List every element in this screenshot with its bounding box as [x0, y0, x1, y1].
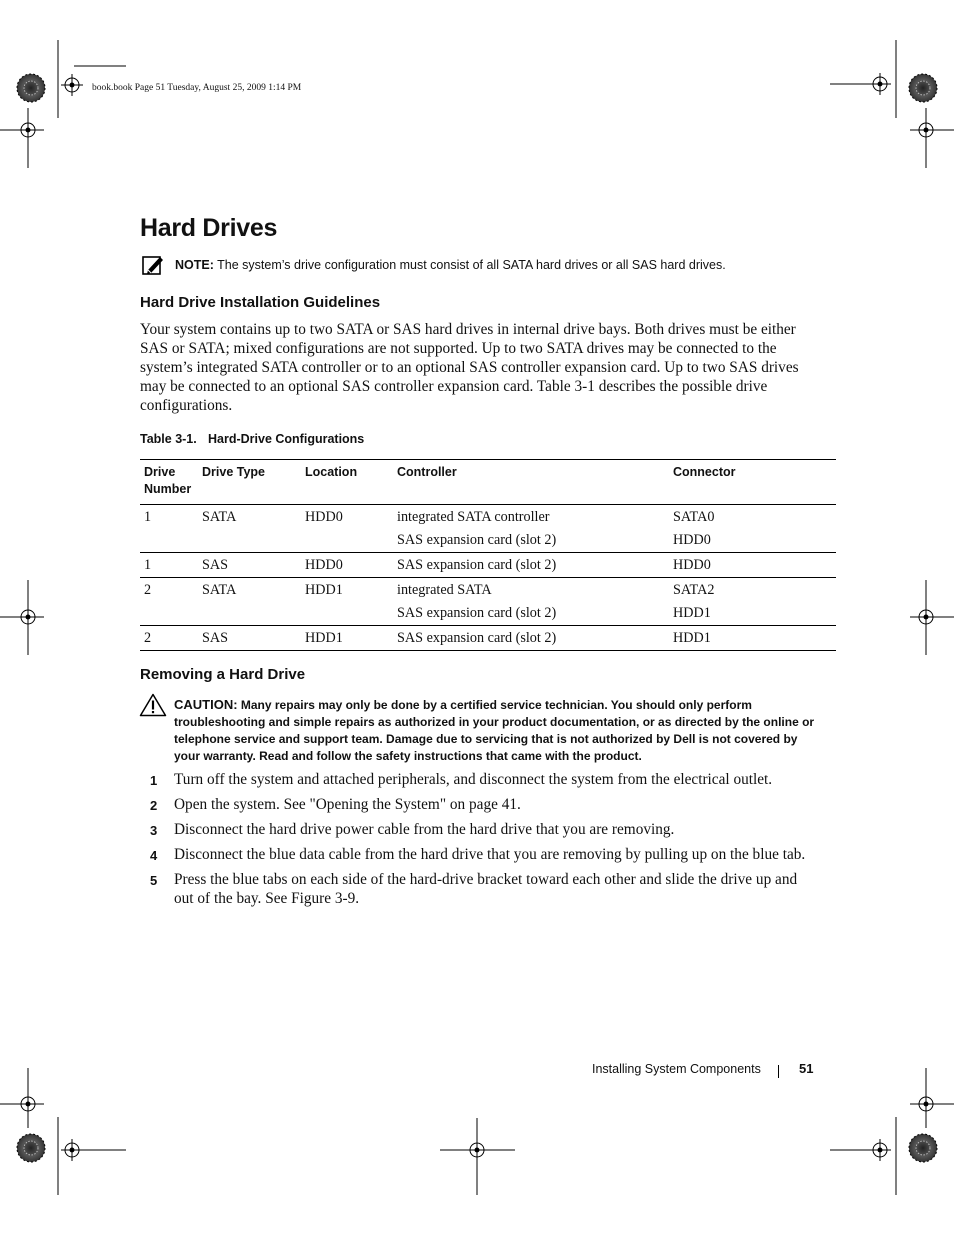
removal-steps — [140, 770, 820, 908]
cell-controller: SAS expansion card (slot 2) — [393, 626, 669, 651]
controller-line: integrated SATA — [397, 582, 492, 598]
step-number: 5 — [150, 873, 158, 888]
cell-drive-number: 2 — [140, 578, 198, 626]
table-row — [140, 578, 836, 626]
note-label: NOTE: — [175, 258, 214, 272]
cell-controller: SAS expansion card (slot 2) — [393, 553, 669, 578]
controller-line: integrated SATA controller — [397, 509, 550, 525]
footer-divider — [778, 1065, 779, 1078]
step-text: Press the blue tabs on each side of the hard-drive bracket toward each other and slide the drive up and out of the bay. See Figure 3-9. — [174, 871, 798, 907]
step-item — [140, 820, 820, 839]
col-header-controller: Controller — [393, 460, 669, 505]
col-header-drive-number: Drive Number — [140, 460, 198, 505]
footer-chapter-title: Installing System Components — [592, 1062, 761, 1076]
table-header-row — [140, 460, 836, 505]
step-text: Open the system. See "Opening the System" on page 41. — [174, 796, 521, 813]
note-text: The system’s drive configuration must consist of all SATA hard drives or all SAS hard drives. — [213, 258, 726, 272]
caution-text: Many repairs may only be done by a certified service technician. You should only perform troubleshooting and simple repairs as authorized in your product documentation, or as directed by the online or telephone service and support team. Damage due to servicing that is not authorized by Dell is not covered by your warranty. Read and follow the safety instructions that came with the product. — [174, 698, 815, 763]
drive-config-table — [140, 459, 836, 651]
cell-drive-number: 1 — [140, 505, 198, 553]
step-item — [140, 845, 820, 864]
step-number: 4 — [150, 848, 158, 863]
caution-label: CAUTION: — [174, 697, 238, 712]
cell-location: HDD0 — [301, 553, 393, 578]
caution-notice — [174, 696, 819, 765]
step-item — [140, 870, 820, 908]
table-caption — [140, 432, 364, 446]
note — [175, 258, 855, 272]
cell-drive-type: SAS — [198, 553, 301, 578]
cell-drive-type: SATA — [198, 505, 301, 553]
step-number: 3 — [150, 823, 158, 838]
connector-line: HDD0 — [673, 532, 711, 548]
caution-triangle-icon — [139, 693, 167, 717]
controller-line: SAS expansion card (slot 2) — [397, 532, 557, 548]
note-pencil-icon — [142, 254, 164, 276]
page-heading: Hard Drives — [140, 214, 278, 242]
connector-line: SATA0 — [673, 509, 715, 525]
controller-line: SAS expansion card (slot 2) — [397, 605, 557, 621]
cell-drive-type: SATA — [198, 578, 301, 626]
cell-drive-number: 2 — [140, 626, 198, 651]
footer-page-number: 51 — [799, 1061, 814, 1076]
step-number: 2 — [150, 798, 158, 813]
cell-location: HDD1 — [301, 578, 393, 626]
cell-drive-type: SAS — [198, 626, 301, 651]
cell-connector — [669, 505, 836, 553]
cell-connector: HDD0 — [669, 553, 836, 578]
col-header-connector: Connector — [669, 460, 836, 505]
col-header-drive-type: Drive Type — [198, 460, 301, 505]
table-caption-number: Table 3-1. — [140, 432, 197, 446]
cell-drive-number: 1 — [140, 553, 198, 578]
step-text: Disconnect the hard drive power cable from the hard drive that you are removing. — [174, 821, 675, 838]
section-title-installation-guidelines: Hard Drive Installation Guidelines — [140, 294, 381, 311]
table-row — [140, 505, 836, 553]
cell-connector — [669, 578, 836, 626]
step-text: Turn off the system and attached peripherals, and disconnect the system from the electrical outlet. — [174, 771, 773, 788]
table-row — [140, 626, 836, 651]
cell-location: HDD0 — [301, 505, 393, 553]
step-number: 1 — [150, 773, 158, 788]
table-caption-title: Hard-Drive Configurations — [208, 432, 365, 446]
cell-controller — [393, 505, 669, 553]
step-item — [140, 770, 820, 789]
print-slug: book.book Page 51 Tuesday, August 25, 2009 1:14 PM — [92, 83, 302, 93]
step-item — [140, 795, 820, 814]
connector-line: HDD1 — [673, 605, 711, 621]
cell-location: HDD1 — [301, 626, 393, 651]
section-body-installation-guidelines: Your system contains up to two SATA or SAS hard drives in internal drive bays. Both drives must be either SAS or SATA; mixed configurations are not supported. Up to two SATA drives may be connected to the system’s integrated SATA controller or to an optional SAS controller expansion card. Up to two SAS drives may be connected to an optional SAS controller expansion card. Table 3-1 describes the possible drive configurations. — [140, 321, 799, 414]
table-row — [140, 553, 836, 578]
col-header-location: Location — [301, 460, 393, 505]
cell-controller — [393, 578, 669, 626]
section-title-removing-hard-drive: Removing a Hard Drive — [140, 666, 306, 683]
connector-line: SATA2 — [673, 582, 715, 598]
step-text: Disconnect the blue data cable from the hard drive that you are removing by pulling up on the blue tab. — [174, 846, 806, 863]
cell-connector: HDD1 — [669, 626, 836, 651]
